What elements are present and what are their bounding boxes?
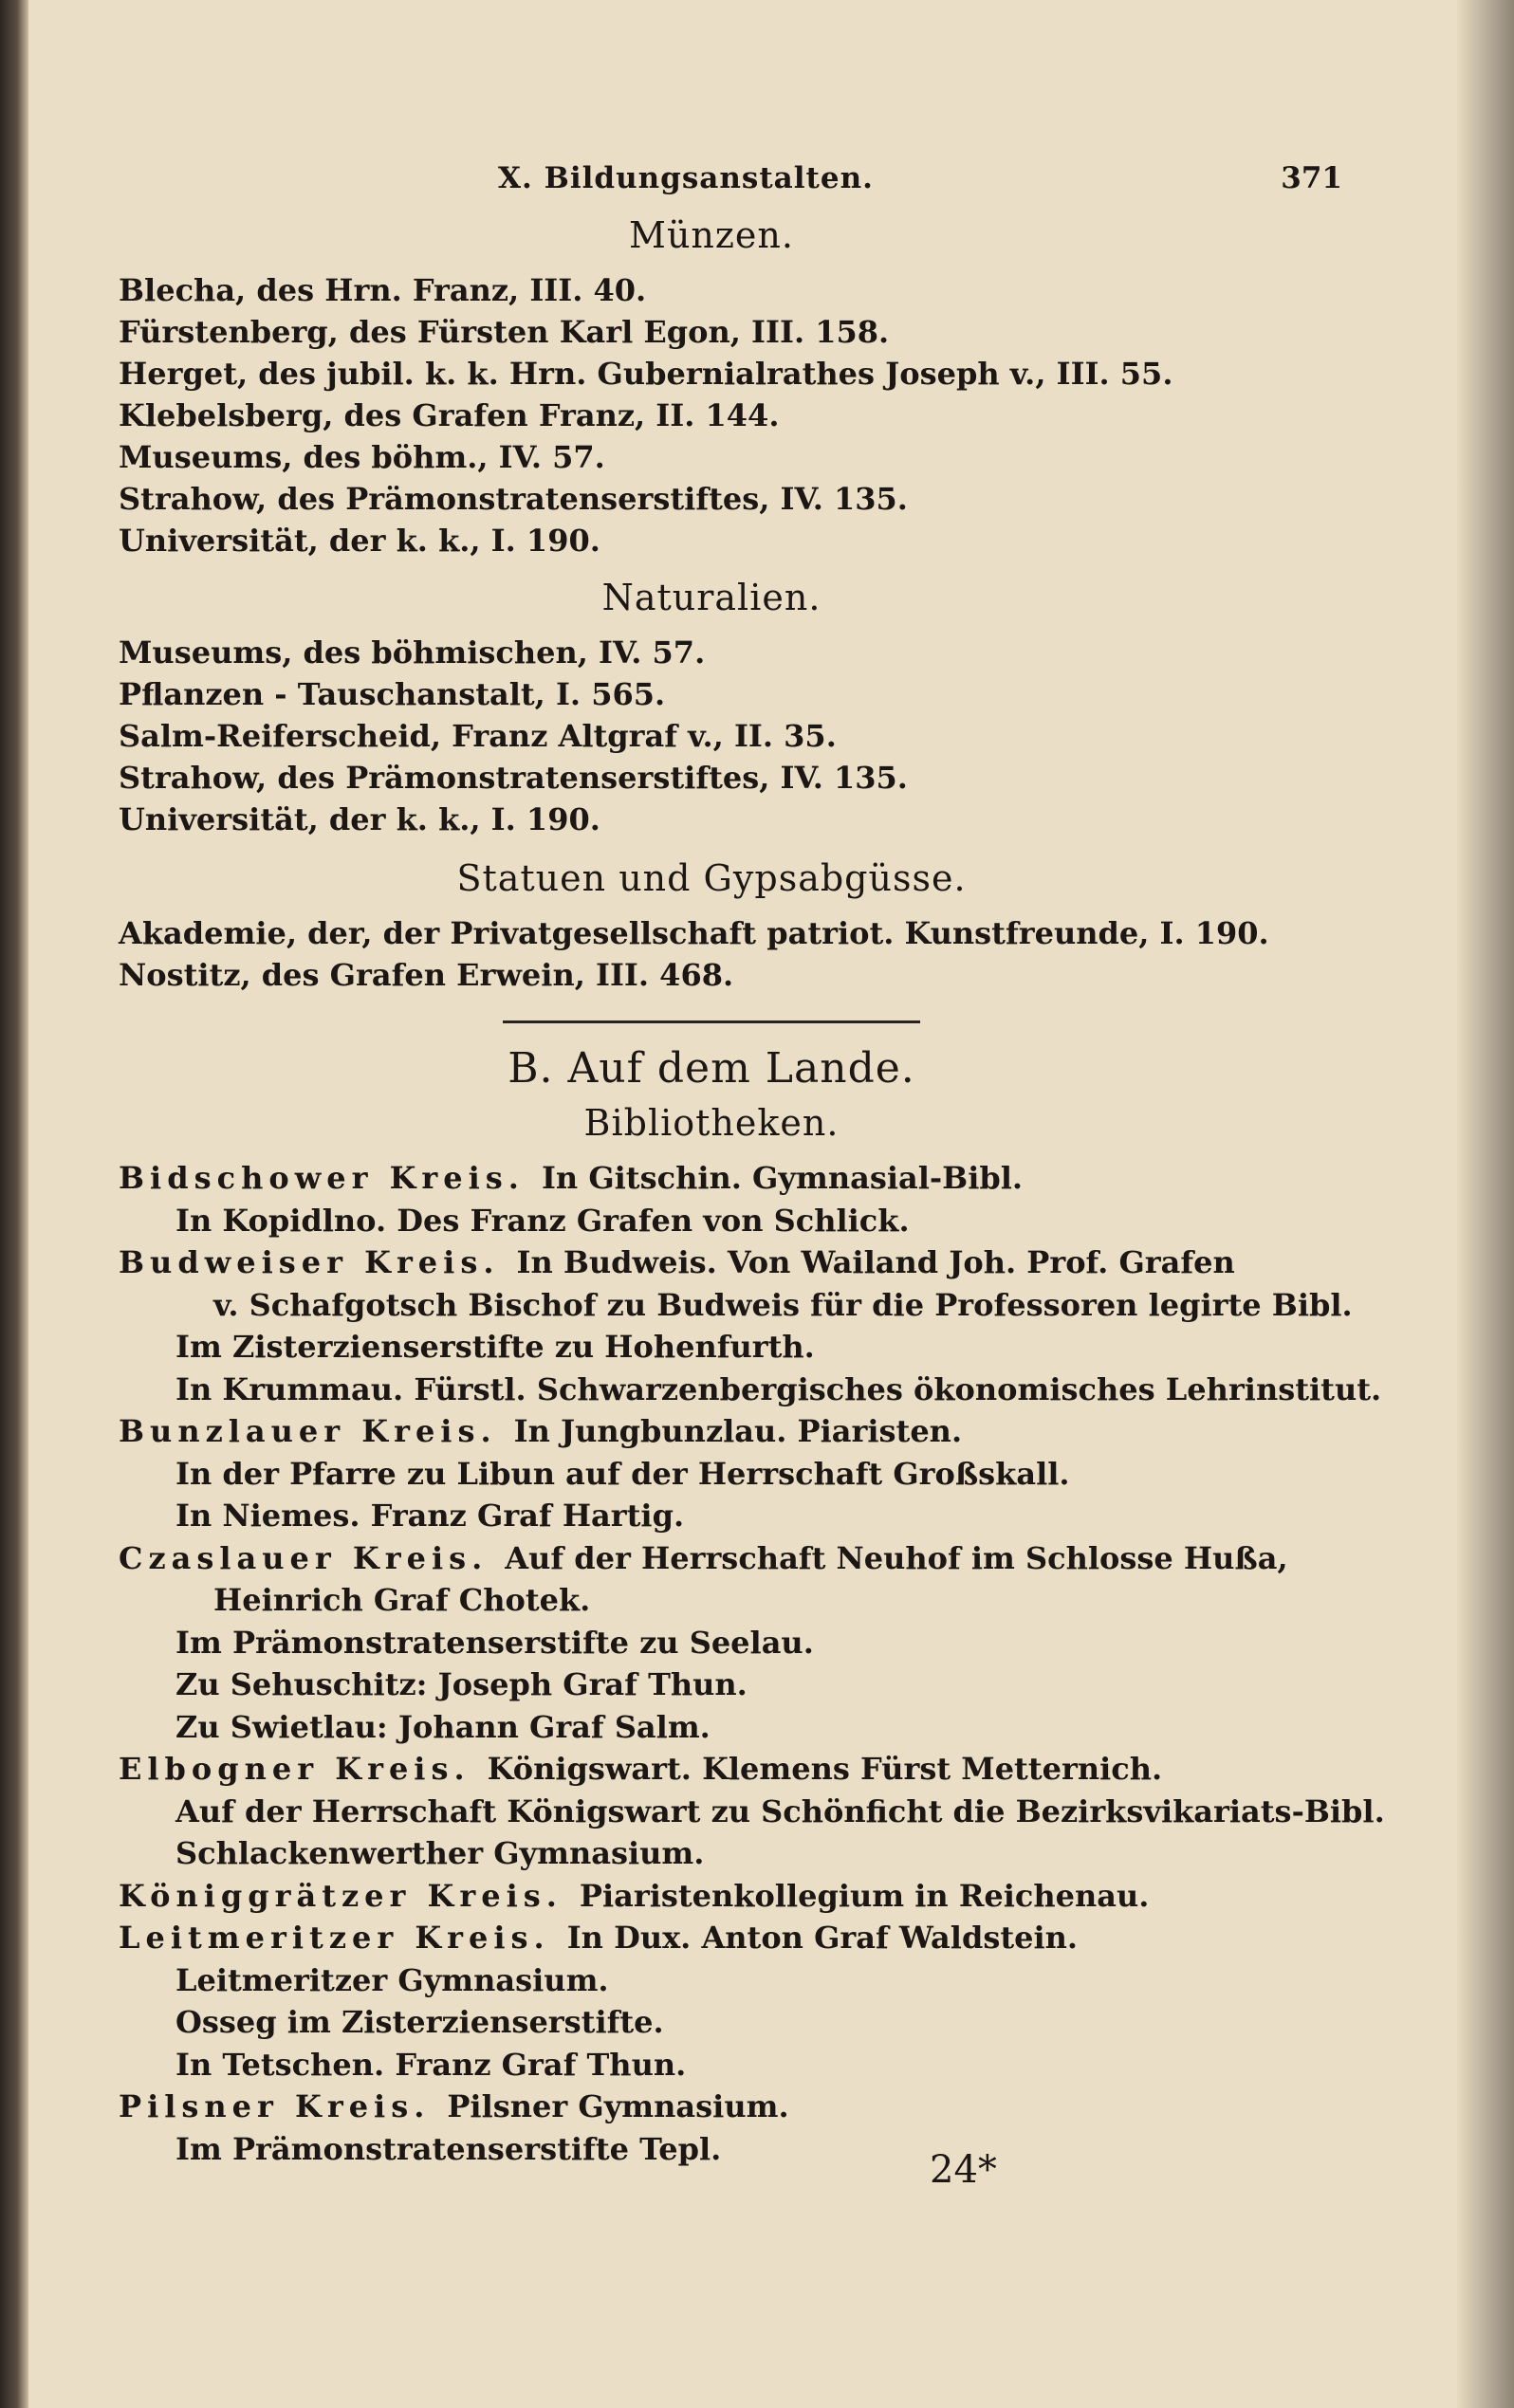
list-item: Museums, des böhmischen, IV. 57. bbox=[119, 634, 706, 671]
list-naturalien bbox=[119, 632, 1304, 840]
list-statuen bbox=[119, 912, 1304, 996]
list-bibliotheken bbox=[119, 1157, 1385, 2170]
kreis-entry bbox=[119, 1241, 1304, 1284]
section-title-muenzen: Münzen. bbox=[629, 214, 794, 256]
list-item: Zu Sehuschitz: Joseph Graf Thun. bbox=[175, 1666, 748, 1702]
kreis-entry bbox=[119, 1537, 1304, 1580]
running-head bbox=[119, 152, 1342, 209]
kreis-name: Czaslauer Kreis. bbox=[119, 1539, 489, 1576]
list-item: Osseg im Zisterzienserstifte. bbox=[175, 2004, 664, 2040]
list-item: Universität, der k. k., I. 190. bbox=[119, 801, 600, 837]
list-item: Im Prämonstratenserstifte zu Seelau. bbox=[175, 1624, 814, 1661]
list-item: Strahow, des Prämonstratenserstiftes, IV. 135. bbox=[119, 760, 908, 796]
list-item: Im Prämonstratenserstifte Tepl. bbox=[175, 2130, 722, 2167]
kreis-entry bbox=[119, 1410, 1304, 1453]
divider-rule bbox=[503, 1020, 920, 1023]
running-head-title: X. Bildungsanstalten. bbox=[498, 161, 874, 195]
kreis-entry bbox=[119, 1157, 1304, 1200]
continuation-line: v. Schafgotsch Bischof zu Budweis für die Professoren legirte Bibl. bbox=[213, 1286, 1353, 1323]
list-item: Strahow, des Prämonstratenserstiftes, IV. 135. bbox=[119, 481, 908, 517]
list-item: Nostitz, des Grafen Erwein, III. 468. bbox=[119, 957, 734, 993]
section-title-land: B. Auf dem Lande. bbox=[508, 1044, 915, 1093]
kreis-entry bbox=[119, 1748, 1304, 1791]
continuation-line: Heinrich Graf Chotek. bbox=[213, 1582, 591, 1618]
binding-gutter bbox=[0, 0, 28, 2408]
kreis-name: Leitmeritzer Kreis. bbox=[119, 1920, 550, 1956]
list-item: Klebelsberg, des Grafen Franz, II. 144. bbox=[119, 397, 780, 433]
kreis-name: Pilsner Kreis. bbox=[119, 2088, 431, 2124]
kreis-name: Königgrätzer Kreis. bbox=[119, 1877, 563, 1914]
kreis-first-line: Auf der Herrschaft Neuhof im Schlosse Hußa, bbox=[505, 1539, 1288, 1576]
kreis-name: Budweiser Kreis. bbox=[119, 1244, 500, 1280]
kreis-first-line: In Jungbunzlau. Piaristen. bbox=[513, 1413, 963, 1449]
list-item: Universität, der k. k., I. 190. bbox=[119, 523, 600, 559]
list-item: Herget, des jubil. k. k. Hrn. Gubernialrathes Joseph v., III. 55. bbox=[119, 356, 1173, 392]
list-item: In Niemes. Franz Graf Hartig. bbox=[175, 1498, 685, 1534]
list-item: In Tetschen. Franz Graf Thun. bbox=[175, 2046, 687, 2083]
kreis-name: Elbogner Kreis. bbox=[119, 1751, 471, 1787]
list-item: Im Zisterzienserstifte zu Hohenfurth. bbox=[175, 1329, 815, 1365]
kreis-entry bbox=[119, 1917, 1304, 1959]
kreis-entry bbox=[119, 2086, 1304, 2128]
kreis-name: Bidschower Kreis. bbox=[119, 1160, 525, 1196]
list-item: Fürstenberg, des Fürsten Karl Egon, III. 158. bbox=[119, 314, 890, 350]
section-title-naturalien: Naturalien. bbox=[601, 577, 822, 618]
kreis-first-line: Piaristenkollegium in Reichenau. bbox=[579, 1877, 1150, 1914]
kreis-name: Bunzlauer Kreis. bbox=[119, 1413, 497, 1449]
list-muenzen bbox=[119, 269, 1304, 561]
list-item: Akademie, der, der Privatgesellschaft patriot. Kunstfreunde, I. 190. bbox=[119, 915, 1269, 951]
section-title-statuen: Statuen und Gypsabgüsse. bbox=[456, 857, 967, 899]
kreis-entry bbox=[119, 1875, 1304, 1918]
signature-mark: 24* bbox=[930, 2148, 997, 2192]
list-item: In der Pfarre zu Libun auf der Herrschaft Großskall. bbox=[175, 1455, 1070, 1492]
kreis-first-line: Pilsner Gymnasium. bbox=[447, 2088, 789, 2124]
kreis-first-line: In Budweis. Von Wailand Joh. Prof. Grafen bbox=[516, 1244, 1235, 1280]
list-item: Museums, des böhm., IV. 57. bbox=[119, 439, 605, 475]
section-title-bibliotheken: Bibliotheken. bbox=[583, 1102, 840, 1144]
list-item: In Krummau. Fürstl. Schwarzenbergisches ökonomisches Lehrinstitut. bbox=[175, 1370, 1382, 1407]
list-item: Blecha, des Hrn. Franz, III. 40. bbox=[119, 272, 647, 308]
list-item: Auf der Herrschaft Königswart zu Schönficht die Bezirksvikariats-Bibl. bbox=[175, 1792, 1385, 1829]
list-item: Leitmeritzer Gymnasium. bbox=[175, 1961, 609, 1998]
kreis-first-line: In Dux. Anton Graf Waldstein. bbox=[566, 1920, 1079, 1956]
kreis-first-line: Königswart. Klemens Fürst Metternich. bbox=[487, 1751, 1163, 1787]
list-item: Pflanzen - Tauschanstalt, I. 565. bbox=[119, 676, 666, 712]
page-edge bbox=[1457, 0, 1514, 2408]
list-item: Schlackenwerther Gymnasium. bbox=[175, 1835, 705, 1871]
list-item: Salm-Reiferscheid, Franz Altgraf v., II. 35. bbox=[119, 718, 837, 754]
text-block bbox=[119, 152, 1385, 2170]
kreis-first-line: In Gitschin. Gymnasial-Bibl. bbox=[541, 1160, 1024, 1196]
page-number: 371 bbox=[1281, 161, 1342, 195]
list-item: In Kopidlno. Des Franz Grafen von Schlick. bbox=[175, 1202, 910, 1239]
list-item: Zu Swietlau: Johann Graf Salm. bbox=[175, 1708, 711, 1745]
